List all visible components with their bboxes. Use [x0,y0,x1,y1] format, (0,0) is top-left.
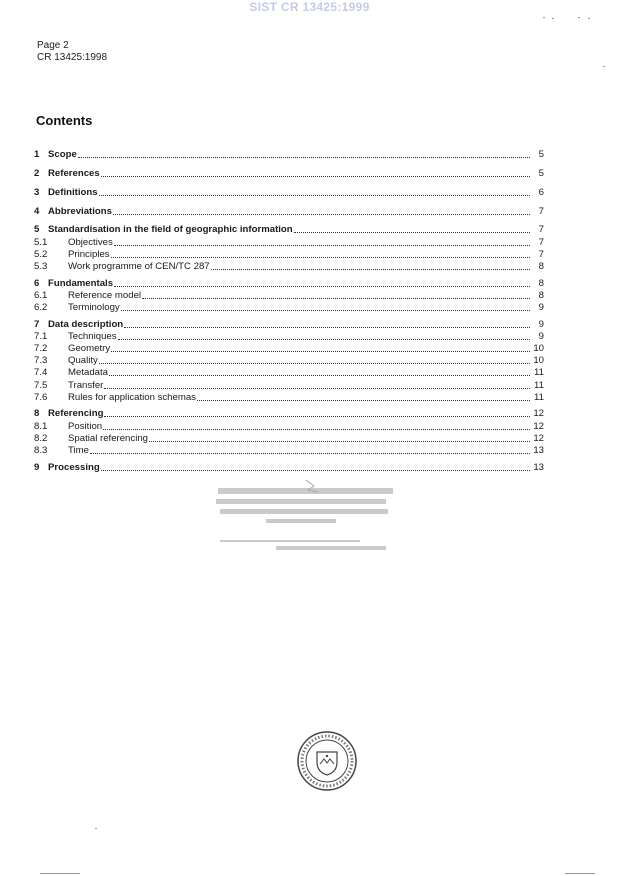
toc-page: 10 [533,343,544,354]
toc-leader [124,326,530,328]
speck [95,828,97,829]
toc-number: 6.1 [34,289,48,301]
toc-title: Referencing [48,408,104,420]
toc-entry [34,261,544,273]
page-header [37,40,107,64]
toc-page: 7 [538,236,544,248]
toc-title: Processing [48,461,100,473]
toc-leader [90,452,530,454]
toc-entry [34,408,544,420]
toc-number: 7.2 [34,343,48,354]
speck [565,873,595,874]
toc-entry [34,224,544,236]
toc-leader [78,156,530,158]
toc-entry [34,355,544,367]
toc-page: 9 [538,318,544,330]
toc-page: 13 [533,445,544,456]
toc-title: Rules for application schemas [68,391,196,403]
toc-number: 5 [34,224,40,236]
toc-page: 5 [538,167,544,179]
toc-entry [34,249,544,261]
toc-title: Spatial referencing [68,432,148,444]
toc-entry [34,168,544,180]
registration-stamp [206,480,406,570]
toc-number: 7.5 [34,379,48,391]
toc-leader [114,244,530,246]
toc-page: 7 [538,205,544,217]
toc-entry [34,379,544,391]
toc-entry [34,445,544,457]
watermark: SIST CR 13425:1999 [249,0,370,14]
toc-number: 6.2 [34,301,48,313]
toc-number: 8.2 [34,432,48,444]
toc-title: Abbreviations [48,205,112,217]
toc-page: 6 [538,186,544,198]
toc-entry [34,367,544,379]
toc-page: 5 [538,149,544,161]
toc-title: Transfer [68,379,104,391]
toc-title: Principles [68,248,110,260]
toc-number: 3 [34,186,40,198]
toc-leader [103,428,530,430]
toc-number: 5.1 [34,236,48,248]
toc-page: 9 [538,301,544,313]
toc-title: Data description [48,318,124,330]
toc-page: 12 [533,420,544,432]
toc-page: 12 [533,432,544,444]
toc-leader [104,387,530,389]
speck [543,17,545,18]
toc-leader [111,256,530,258]
toc-title: Objectives [68,236,113,248]
toc-entry [34,343,544,355]
toc-number: 7.4 [34,367,48,379]
contents-title: Contents [36,113,93,128]
toc-entry [34,331,544,343]
official-seal [296,730,358,792]
toc-number: 2 [34,167,40,179]
toc-number: 8.1 [34,420,48,432]
toc-title: Position [68,420,103,432]
toc-page: 12 [533,408,544,420]
toc-leader [142,297,530,299]
toc-title: Reference model [68,289,142,301]
toc-page: 11 [534,367,544,379]
toc-leader [197,399,530,401]
toc-page: 11 [534,379,544,391]
toc-leader [101,175,530,177]
page-number: Page 2 [37,40,69,51]
toc-entry [34,236,544,248]
toc-leader [294,231,530,233]
speck [578,17,580,18]
toc-page: 11 [534,391,544,403]
toc-title: Definitions [48,186,98,198]
toc-entry [34,392,544,404]
toc-page: 8 [538,260,544,272]
toc-page: 9 [538,330,544,342]
toc-page: 8 [538,289,544,301]
toc-number: 8.3 [34,445,48,456]
toc-leader [104,415,530,417]
toc-leader [114,285,530,287]
toc-page: 7 [538,248,544,260]
toc-leader [121,309,530,311]
table-of-contents [34,149,544,474]
toc-title: Fundamentals [48,277,114,289]
toc-entry [34,205,544,217]
toc-number: 7.1 [34,330,48,342]
toc-title: Time [68,445,89,456]
toc-title: Work programme of CEN/TC 287 [68,260,210,272]
document-id: CR 13425:1998 [37,52,108,63]
toc-leader [101,469,530,471]
toc-entry [34,277,544,289]
toc-page: 7 [538,224,544,236]
toc-entry [34,433,544,445]
speck [40,873,80,874]
speck [603,66,605,67]
toc-number: 5.2 [34,248,48,260]
toc-number: 5.3 [34,260,48,272]
toc-entry [34,187,544,199]
toc-title: Techniques [68,330,117,342]
toc-leader [113,213,530,215]
toc-number: 6 [34,277,40,289]
toc-entry [34,420,544,432]
toc-title: Standardisation in the field of geographic information [48,224,293,236]
toc-number: 4 [34,205,40,217]
speck [588,18,590,19]
toc-title: Quality [68,355,98,367]
toc-number: 9 [34,461,40,473]
toc-leader [99,362,530,364]
toc-leader [149,440,530,442]
toc-number: 1 [34,149,40,161]
speck [552,18,554,19]
toc-title: References [48,167,100,179]
toc-number: 7 [34,318,40,330]
toc-page: 8 [538,277,544,289]
toc-number: 8 [34,408,40,420]
toc-page: 10 [533,355,544,367]
toc-number: 7.3 [34,355,48,367]
toc-entry [34,462,544,474]
toc-entry [34,290,544,302]
toc-leader [99,194,530,196]
toc-leader [211,268,530,270]
toc-page: 13 [533,461,544,473]
toc-entry [34,302,544,314]
toc-leader [118,338,530,340]
toc-title: Metadata [68,367,109,379]
toc-title: Terminology [68,301,120,313]
toc-title: Geometry [68,343,111,354]
toc-leader [111,350,530,352]
toc-title: Scope [48,149,77,161]
toc-entry [34,318,544,330]
toc-leader [109,374,530,376]
toc-number: 7.6 [34,391,48,403]
toc-entry [34,149,544,161]
